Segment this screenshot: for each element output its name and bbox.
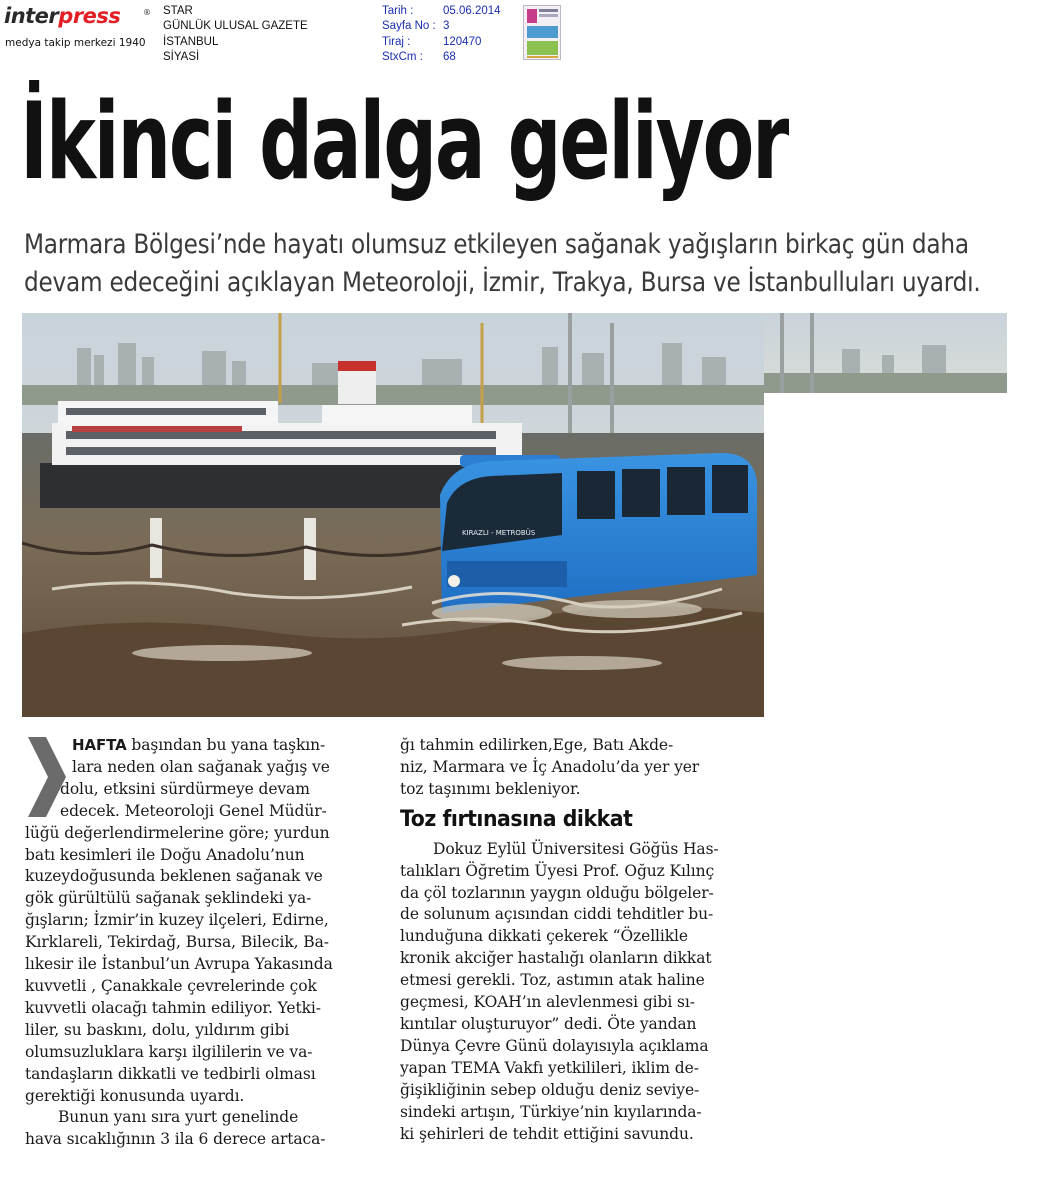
body-column-1 [25, 735, 370, 1151]
publication-name: STAR [163, 5, 193, 17]
body-line: HAFTA başından bu yana taşkın- [72, 736, 326, 754]
body-line: ğışların; İzmir’in kuzey ilçeleri, Edirne, [25, 911, 329, 930]
publication-info [163, 4, 308, 65]
deck-line: devam edeceğini açıklayan Meteoroloji, İzmir, Trakya, Bursa ve İstanbulluları uyardı. [24, 267, 981, 298]
body-line: talıkları Öğretim Üyesi Prof. Oğuz Kılınç [400, 861, 715, 880]
publication-section: SİYASİ [163, 50, 200, 63]
body-line: gök gürültülü sağanak şeklindeki ya- [25, 889, 312, 908]
body-line: Bunun yanı sıra yurt genelinde [58, 1108, 299, 1127]
headline: İkinci dalga geliyor [20, 80, 788, 203]
body-line: lara neden olan sağanak yağış ve [72, 757, 330, 776]
meta-label-date: Tarih : [382, 5, 414, 17]
body-line: geçmesi, KOAH’ın alevlenmesi gibi sı- [400, 993, 695, 1012]
body-line: batı kesimleri ile Doğu Anadolu’nun [25, 845, 305, 864]
body-line: lunduğuna dikkati çekerek “Özellikle [400, 927, 688, 946]
logo-tagline: medya takip merkezi 1940 [5, 37, 146, 49]
meta-values [443, 4, 501, 65]
meta-value-circulation: 120470 [443, 35, 482, 48]
page-thumbnail [523, 5, 561, 60]
lead-word: HAFTA [72, 736, 127, 754]
body-line: Dünya Çevre Günü dolayısıyla açıklama [400, 1036, 709, 1055]
logo-accent: press [58, 4, 121, 28]
body-line: Dokuz Eylül Üniversitesi Göğüs Has- [433, 839, 719, 858]
bus-destination-text: KIRAZLI - METROBÜS [462, 529, 536, 537]
body-line: dolu, etksini sürdürmeye devam [60, 779, 310, 798]
body-line: kuzeydoğusunda beklenen sağanak ve [25, 867, 323, 886]
body-line: kuvvetli olacağı tahmin ediliyor. Yetki- [25, 998, 321, 1017]
body-line: etmesi gerekli. Toz, astımın atak haline [400, 971, 705, 990]
deck [24, 226, 1034, 302]
body-line: ğı tahmin edilirken,Ege, Batı Akde- [400, 736, 674, 754]
body-line: liler, su baskını, dolu, yıldırım gibi [25, 1020, 290, 1039]
subheading: Toz fırtınasına dikkat [400, 806, 633, 832]
body-line: hava sıcaklığının 3 ila 6 derece artaca- [25, 1130, 326, 1149]
body-line: kıntılar oluşturuyor” dedi. Öte yandan [400, 1014, 697, 1033]
body-line: kronik akciğer hastalığı olanların dikkat [400, 949, 712, 968]
meta-label-page: Sayfa No : [382, 20, 436, 33]
publication-city: İSTANBUL [163, 35, 219, 48]
body-line: Kırklareli, Tekirdağ, Bursa, Bilecik, Ba- [25, 933, 329, 952]
body-line: lıkesir ile İstanbul’un Avrupa Yakasında [25, 955, 333, 974]
body-line: lüğü değerlendirmelerine göre; yurdun [25, 823, 330, 842]
deck-line: Marmara Bölgesi’nde hayatı olumsuz etkileyen sağanak yağışların birkaç gün daha [24, 229, 969, 260]
body-line: tandaşların dikkatli ve tedbirli olması [25, 1064, 316, 1083]
meta-label-circulation: Tiraj : [382, 35, 411, 48]
meta-label-stxcm: StxCm : [382, 50, 423, 63]
body-line: ğişikliğinin sebep olduğu deniz seviye- [400, 1080, 700, 1099]
body-line: gerektiği konusunda uyardı. [25, 1086, 245, 1105]
body-line: niz, Marmara ve İç Anadolu’da yer yer [400, 757, 700, 776]
meta-value-page: 3 [443, 20, 450, 33]
logo-main: inter [4, 4, 59, 28]
publication-type: GÜNLÜK ULUSAL GAZETE [163, 20, 308, 33]
flood-photo [22, 313, 1007, 717]
body-line: toz taşınımı bekleniyor. [400, 779, 581, 798]
body-line: olumsuzluklara karşı ilgililerin ve va- [25, 1042, 313, 1061]
body-line: edecek. Meteoroloji Genel Müdür- [60, 801, 327, 820]
meta-value-stxcm: 68 [443, 50, 456, 63]
meta-labels [382, 4, 436, 65]
body-line: da çöl tozlarının yaygın olduğu bölgeler- [400, 883, 714, 902]
body-line: kuvvetli , Çanakkale çevrelerinde çok [25, 976, 317, 995]
meta-value-date: 05.06.2014 [443, 5, 501, 17]
interpress-logo [4, 4, 154, 50]
body-line: de solunum açısından ciddi tehditler bu- [400, 905, 714, 924]
body-line: ki şehirleri de tehdit ettiğini savundu. [400, 1124, 694, 1143]
body-column-2 [400, 735, 750, 1145]
body-line: sindeki artışın, Türkiye’nin kıyılarında- [400, 1102, 702, 1121]
logo-registered-mark: ® [143, 8, 151, 17]
body-line: yapan TEMA Vakfı yetkilileri, iklim de- [400, 1058, 699, 1077]
logo-wordmark [4, 4, 120, 28]
